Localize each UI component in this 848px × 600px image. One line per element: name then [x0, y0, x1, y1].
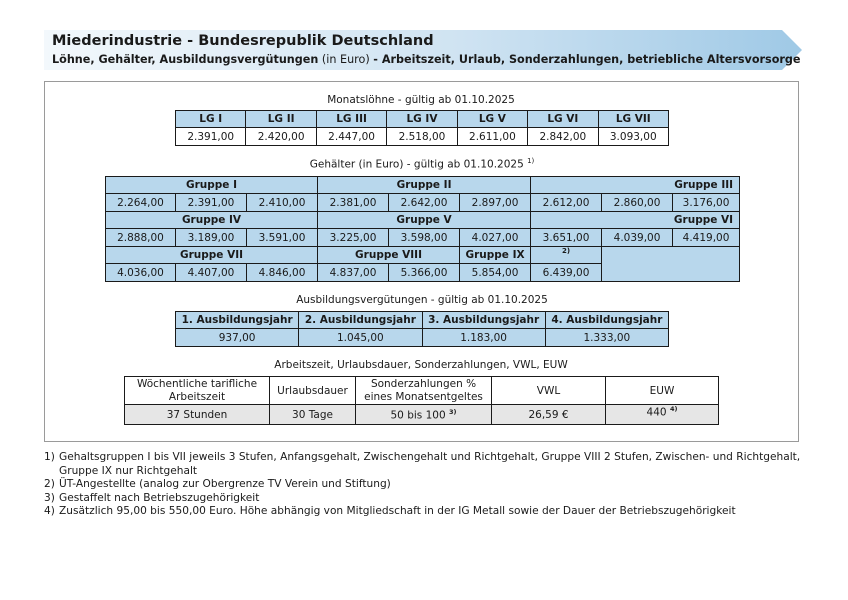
salary-value: 3.225,00: [318, 229, 389, 247]
salary-value: 3.651,00: [531, 229, 602, 247]
working-header-bonus: Sonderzahlungen % eines Monatsentgeltes: [356, 377, 492, 405]
apprentice-header: 4. Ausbildungsjahr: [545, 312, 668, 329]
salary-value: 2.642,00: [389, 194, 460, 212]
salary-value: 3.176,00: [673, 194, 740, 212]
salary-value: 4.846,00: [247, 264, 318, 282]
salary-value: 6.439,00: [531, 264, 602, 282]
salary-value: 3.598,00: [389, 229, 460, 247]
footnote: 4) Zusätzlich 95,00 bis 550,00 Euro. Höhe abhängig von Mitgliedschaft in der IG Metall sowie der Dauer der Betriebszugehörigkeit: [44, 505, 736, 518]
salary-value: 4.027,00: [460, 229, 531, 247]
wages-header: LG IV: [387, 111, 457, 128]
salaries-caption: Gehälter (in Euro) - gültig ab 01.10.2025 $^{1)}$: [309, 157, 535, 171]
wages-value: 2.842,00: [528, 128, 598, 146]
salary-value: 2.410,00: [247, 194, 318, 212]
header-banner: [44, 30, 802, 70]
salary-value: 2.612,00: [531, 194, 602, 212]
working-header-euw: EUW: [606, 377, 719, 405]
salary-value: 2.264,00: [106, 194, 176, 212]
working-table: [124, 376, 719, 425]
apprentice-header: 1. Ausbildungsjahr: [176, 312, 299, 329]
wages-value: 2.611,00: [457, 128, 527, 146]
salary-group-header: Gruppe IX: [460, 247, 531, 264]
wages-value: 3.093,00: [598, 128, 668, 146]
salary-group-header: Gruppe III: [531, 177, 740, 194]
wages-table: [175, 110, 669, 146]
page-subtitle: Löhne, Gehälter, Ausbildungsvergütungen (in Euro) - Arbeitszeit, Urlaub, Sonderzahlungen, betriebliche Altersvorsorge: [52, 53, 801, 66]
apprentice-table: [175, 311, 669, 347]
salary-value: 3.591,00: [247, 229, 318, 247]
salary-value: 4.407,00: [176, 264, 247, 282]
wages-value: 2.447,00: [316, 128, 386, 146]
wages-header: LG I: [176, 111, 246, 128]
salary-value: 2.391,00: [176, 194, 247, 212]
salary-group-header: Gruppe IV: [106, 212, 318, 229]
salary-value: 4.039,00: [602, 229, 673, 247]
salary-value: 2.888,00: [106, 229, 176, 247]
working-value-hours: 37 Stunden: [125, 405, 270, 425]
apprentice-value: 1.333,00: [545, 329, 668, 347]
wages-header: LG VII: [598, 111, 668, 128]
page-title: Miederindustrie - Bundesrepublik Deutschland: [52, 33, 434, 49]
wages-caption: Monatslöhne - gültig ab 01.10.2025: [327, 94, 515, 106]
apprentice-header: 3. Ausbildungsjahr: [422, 312, 545, 329]
working-header-hours: Wöchentliche tarifliche Arbeitszeit: [125, 377, 270, 405]
apprentice-value: 1.183,00: [422, 329, 545, 347]
apprentice-header: 2. Ausbildungsjahr: [299, 312, 422, 329]
working-value-bonus: 50 bis 100 $^{3)}$: [356, 405, 492, 425]
salary-group-header: Gruppe VI: [531, 212, 740, 229]
wages-header: LG II: [246, 111, 316, 128]
wages-value: 2.518,00: [387, 128, 457, 146]
footnotes: [44, 451, 804, 519]
wages-header: LG III: [316, 111, 386, 128]
footnote: 1) Gehaltsgruppen I bis VII jeweils 3 Stufen, Anfangsgehalt, Zwischengehalt und Richtgehalt, Gruppe VIII 2 Stufen, Zwischen- und Richtgehalt, Gruppe IX nur Richtgehalt: [44, 451, 801, 477]
apprentice-caption: Ausbildungsvergütungen - gültig ab 01.10.2025: [296, 294, 548, 306]
salary-group-header: Gruppe VII: [106, 247, 318, 264]
salary-value: 4.837,00: [318, 264, 389, 282]
salary-group-header: Gruppe VIII: [318, 247, 460, 264]
salary-group-header: Gruppe II: [318, 177, 531, 194]
salary-empty-cell: [602, 247, 740, 282]
wages-header: LG V: [457, 111, 527, 128]
salary-value: 3.189,00: [176, 229, 247, 247]
salary-value: 4.419,00: [673, 229, 740, 247]
salary-value: 5.854,00: [460, 264, 531, 282]
footnote: 3) Gestaffelt nach Betriebszugehörigkeit: [44, 491, 260, 504]
working-value-euw: 440 $^{4)}$: [606, 405, 719, 425]
salary-value: 2.860,00: [602, 194, 673, 212]
working-value-vwl: 26,59 €: [492, 405, 606, 425]
salary-value: 5.366,00: [389, 264, 460, 282]
wages-value: 2.391,00: [176, 128, 246, 146]
apprentice-value: 1.045,00: [299, 329, 422, 347]
salaries-table: [105, 176, 740, 282]
working-caption: Arbeitszeit, Urlaubsdauer, Sonderzahlungen, VWL, EUW: [274, 359, 568, 371]
salary-group-header: Gruppe I: [106, 177, 318, 194]
salary-value: 4.036,00: [106, 264, 176, 282]
working-header-vwl: VWL: [492, 377, 606, 405]
salary-group-header: Gruppe V: [318, 212, 531, 229]
salary-footnote-marker: 2): [531, 247, 602, 264]
working-header-vacation: Urlaubsdauer: [270, 377, 356, 405]
footnote: 2) ÜT-Angestellte (analog zur Obergrenze TV Verein und Stiftung): [44, 478, 391, 491]
salary-value: 2.897,00: [460, 194, 531, 212]
wages-header: LG VI: [528, 111, 598, 128]
working-value-vacation: 30 Tage: [270, 405, 356, 425]
apprentice-value: 937,00: [176, 329, 299, 347]
salary-value: 2.381,00: [318, 194, 389, 212]
wages-value: 2.420,00: [246, 128, 316, 146]
